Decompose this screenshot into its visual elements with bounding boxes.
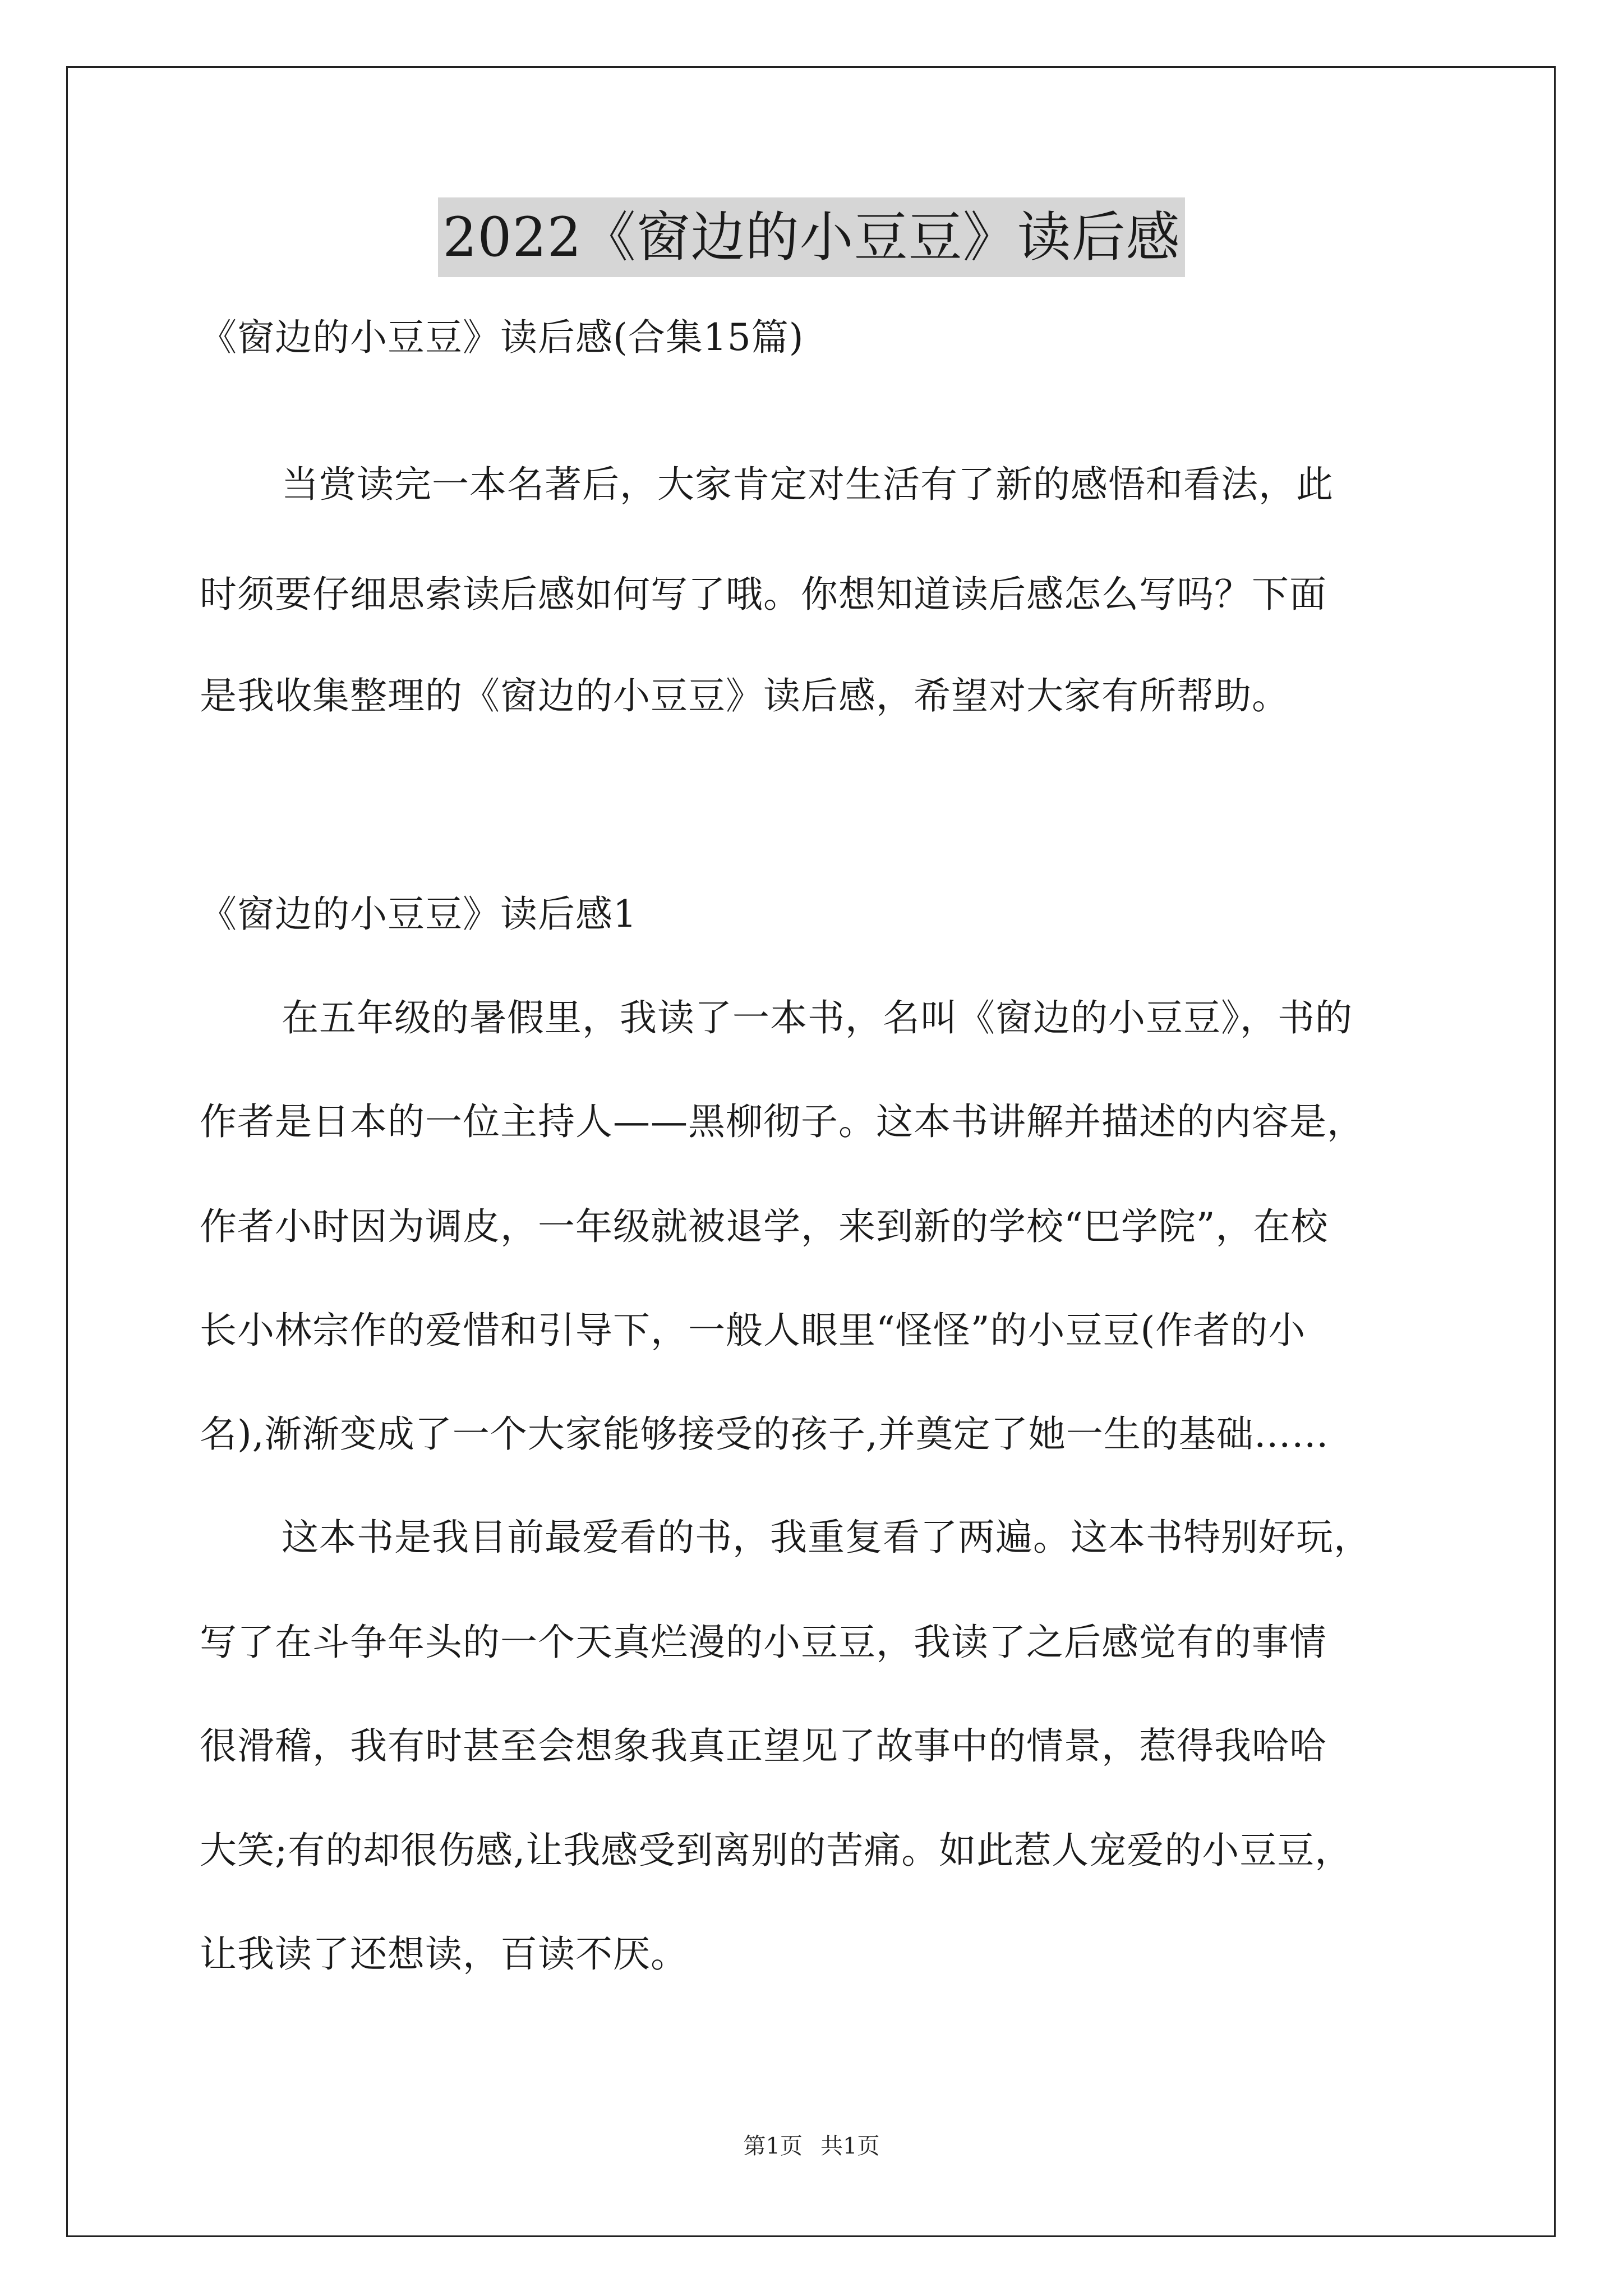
paragraph1-line-1: 在五年级的暑假里，我读了一本书，名叫《窗边的小豆豆》，书的 — [282, 996, 1353, 1039]
page-number-current: 第1页 — [743, 2133, 803, 2159]
paragraph2-line-1: 这本书是我目前最爱看的书，我重复看了两遍。这本书特别好玩， — [282, 1516, 1371, 1559]
document-title: 2022《窗边的小豆豆》读后感 — [438, 197, 1184, 277]
paragraph2-line-4: 大笑;有的却很伤感,让我感受到离别的苦痛。如此惹人宠爱的小豆豆， — [200, 1829, 1353, 1872]
paragraph1-line-3: 作者小时因为调皮，一年级就被退学，来到新的学校“巴学院”，在校 — [200, 1205, 1329, 1248]
paragraph2-line-3: 很滑稽，我有时甚至会想象我真正望见了故事中的情景，惹得我哈哈 — [200, 1724, 1327, 1768]
page-footer — [0, 2131, 1623, 2162]
paragraph1-line-4: 长小林宗作的爱惜和引导下，一般人眼里“怪怪”的小豆豆(作者的小 — [200, 1309, 1306, 1352]
section-heading: 《窗边的小豆豆》读后感1 — [200, 892, 637, 936]
intro-line-3: 是我收集整理的《窗边的小豆豆》读后感，希望对大家有所帮助。 — [200, 674, 1289, 717]
paragraph2-line-5: 让我读了还想读，百读不厌。 — [200, 1932, 688, 1976]
paragraph1-line-5: 名),渐渐变成了一个大家能够接受的孩子,并奠定了她一生的基础…… — [200, 1412, 1329, 1456]
paragraph2-line-2: 写了在斗争年头的一个天真烂漫的小豆豆，我读了之后感觉有的事情 — [200, 1621, 1327, 1664]
intro-line-2: 时须要仔细思索读后感如何写了哦。你想知道读后感怎么写吗？下面 — [200, 573, 1327, 616]
title-container — [0, 197, 1623, 277]
document-subtitle: 《窗边的小豆豆》读后感(合集15篇) — [200, 316, 804, 359]
intro-line-1: 当赏读完一本名著后，大家肯定对生活有了新的感悟和看法，此 — [282, 463, 1334, 506]
paragraph1-line-2: 作者是日本的一位主持人——黑柳彻子。这本书讲解并描述的内容是， — [200, 1100, 1364, 1143]
page-number-total: 共1页 — [820, 2133, 880, 2159]
page-border — [66, 66, 1556, 2237]
